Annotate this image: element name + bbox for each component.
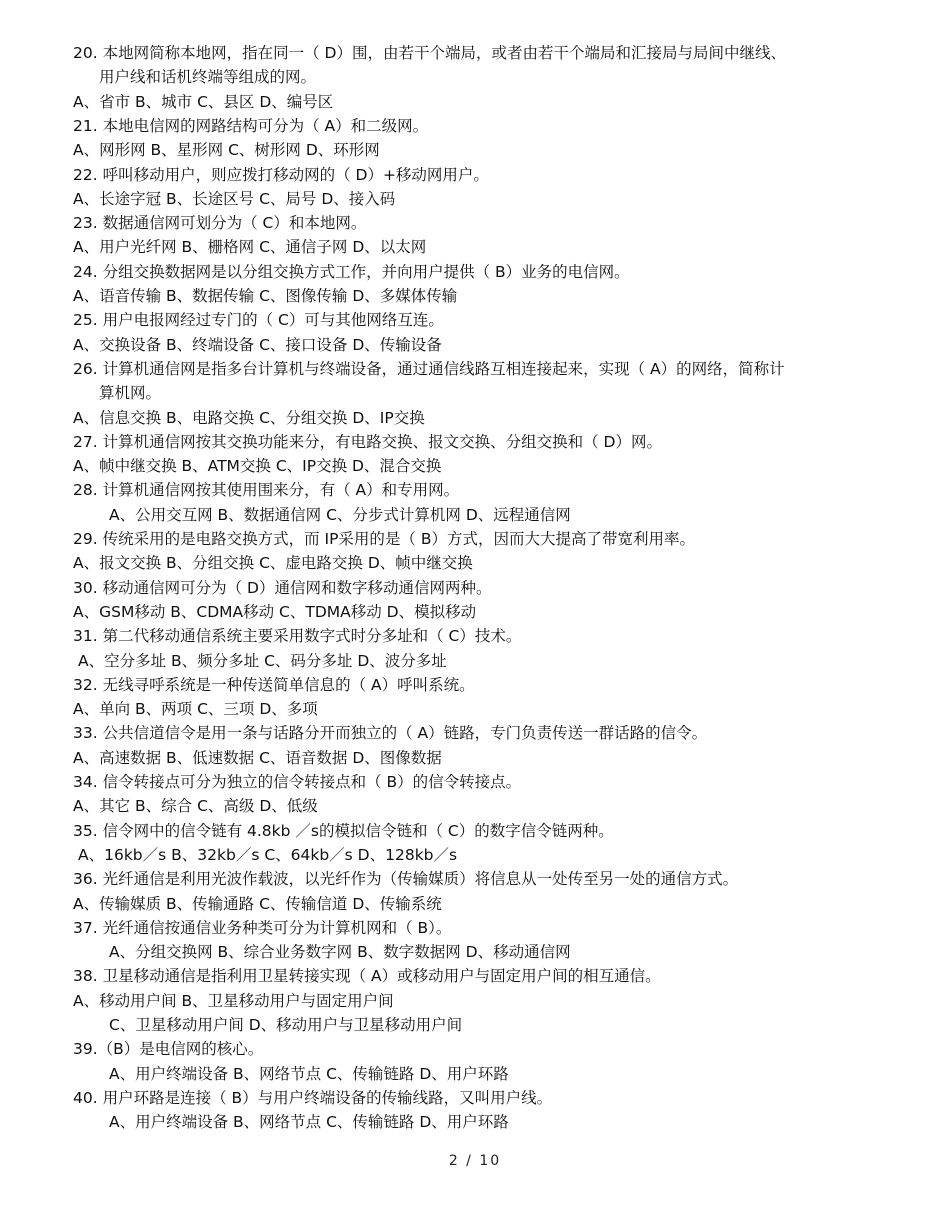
text-line: 25. 用户电报网经过专门的（ C）可与其他网络互连。 xyxy=(73,311,444,330)
text-line: A、帧中继交换 B、ATM交换 C、IP交换 D、混合交换 xyxy=(73,457,442,476)
text-line: 33. 公共信道信令是用一条与话路分开而独立的（ A）链路，专门负责传送一群话路的信令。 xyxy=(73,724,708,743)
text-line: 27. 计算机通信网按其交换功能来分，有电路交换、报文交换、分组交换和（ D）网。 xyxy=(73,432,662,451)
text-line: 31. 第二代移动通信系统主要采用数字式时分多址和（ C）技术。 xyxy=(73,627,522,646)
text-line: A、语音传输 B、数据传输 C、图像传输 D、多媒体传输 xyxy=(73,287,458,305)
text-line: A、信息交换 B、电路交换 C、分组交换 D、IP交换 xyxy=(73,408,425,427)
text-line: A、用户终端设备 B、网络节点 C、传输链路 D、用户环路 xyxy=(109,1113,509,1132)
text-line: 20. 本地网简称本地网，指在同一（ D）围，由若干个端局，或者由若干个端局和汇接局与局间中继线、 xyxy=(73,44,786,62)
text-line: A、移动用户间 B、卫星移动用户与固定用户间 xyxy=(73,991,394,1010)
text-line: A、网形网 B、星形网 C、树形网 D、环形网 xyxy=(73,141,380,160)
text-line: A、16kb／s B、32kb／s C、64kb／s D、128kb／s xyxy=(78,845,458,864)
text-line: A、空分多址 B、频分多址 C、码分多址 D、波分多址 xyxy=(78,651,447,670)
page-number: 2 / 10 xyxy=(448,1153,502,1169)
text-line: A、GSM移动 B、CDMA移动 C、TDMA移动 D、模拟移动 xyxy=(73,602,477,621)
text-line: 用户线和话机终端等组成的网。 xyxy=(99,68,317,87)
text-line: A、用户光纤网 B、栅格网 C、通信子网 D、以太网 xyxy=(73,238,427,257)
text-line: 算机网。 xyxy=(99,384,162,403)
text-line: A、长途字冠 B、长途区号 C、局号 D、接入码 xyxy=(73,189,396,208)
text-line: A、分组交换网 B、综合业务数字网 B、数字数据网 D、移动通信网 xyxy=(109,943,571,962)
text-line: 23. 数据通信网可划分为（ C）和本地网。 xyxy=(73,214,367,233)
text-line: 29. 传统采用的是电路交换方式，而 IP采用的是（ B）方式，因而大大提高了带宽利用率。 xyxy=(73,530,695,548)
text-line: 28. 计算机通信网按其使用围来分，有（ A）和专用网。 xyxy=(73,481,460,500)
text-line: A、传输媒质 B、传输通路 C、传输信道 D、传输系统 xyxy=(73,894,442,913)
text-line: C、卫星移动用户间 D、移动用户与卫星移动用户间 xyxy=(109,1016,463,1034)
text-line: 36. 光纤通信是利用光波作载波，以光纤作为（传输媒质）将信息从一处传至另一处的通信方式。 xyxy=(73,870,739,889)
text-line: 32. 无线寻呼系统是一种传送简单信息的（ A）呼叫系统。 xyxy=(73,675,475,694)
text-line: 30. 移动通信网可分为（ D）通信网和数字移动通信网两种。 xyxy=(73,578,492,597)
text-line: A、单向 B、两项 C、三项 D、多项 xyxy=(73,700,318,719)
text-line: 24. 分组交换数据网是以分组交换方式工作，并向用户提供（ B）业务的电信网。 xyxy=(73,262,630,281)
text-line: A、报文交换 B、分组交换 C、虚电路交换 D、帧中继交换 xyxy=(73,554,473,573)
text-line: 40. 用户环路是连接（ B）与用户终端设备的传输线路，又叫用户线。 xyxy=(73,1088,553,1107)
text-line: A、高速数据 B、低速数据 C、语音数据 D、图像数据 xyxy=(73,748,442,767)
text-line: A、用户终端设备 B、网络节点 C、传输链路 D、用户环路 xyxy=(109,1064,509,1083)
text-line: A、省市 B、城市 C、县区 D、编号区 xyxy=(73,92,334,111)
text-line: 39.（B）是电信网的核心。 xyxy=(73,1040,264,1059)
text-line: 26. 计算机通信网是指多台计算机与终端设备，通过通信线路互相连接起来，实现（ A）的网络，简称计 xyxy=(73,359,785,378)
text-line: 34. 信令转接点可分为独立的信令转接点和（ B）的信令转接点。 xyxy=(73,773,522,791)
text-line: 35. 信令网中的信令链有 4.8kb ／s的模拟信令链和（ C）的数字信令链两种。 xyxy=(73,821,614,840)
text-line: 38. 卫星移动通信是指利用卫星转接实现（ A）或移动用户与固定用户间的相互通信。 xyxy=(73,967,661,986)
text-line: 37. 光纤通信按通信业务种类可分为计算机网和（ B）。 xyxy=(73,918,452,937)
text-line: A、交换设备 B、终端设备 C、接口设备 D、传输设备 xyxy=(73,335,442,354)
text-line: 21. 本地电信网的网路结构可分为（ A）和二级网。 xyxy=(73,116,429,135)
text-line: 22. 呼叫移动用户，则应拨打移动网的（ D）+移动网用户。 xyxy=(73,165,489,184)
text-line: A、公用交互网 B、数据通信网 C、分步式计算机网 D、远程通信网 xyxy=(109,505,571,524)
text-line: A、其它 B、综合 C、高级 D、低级 xyxy=(73,797,318,816)
